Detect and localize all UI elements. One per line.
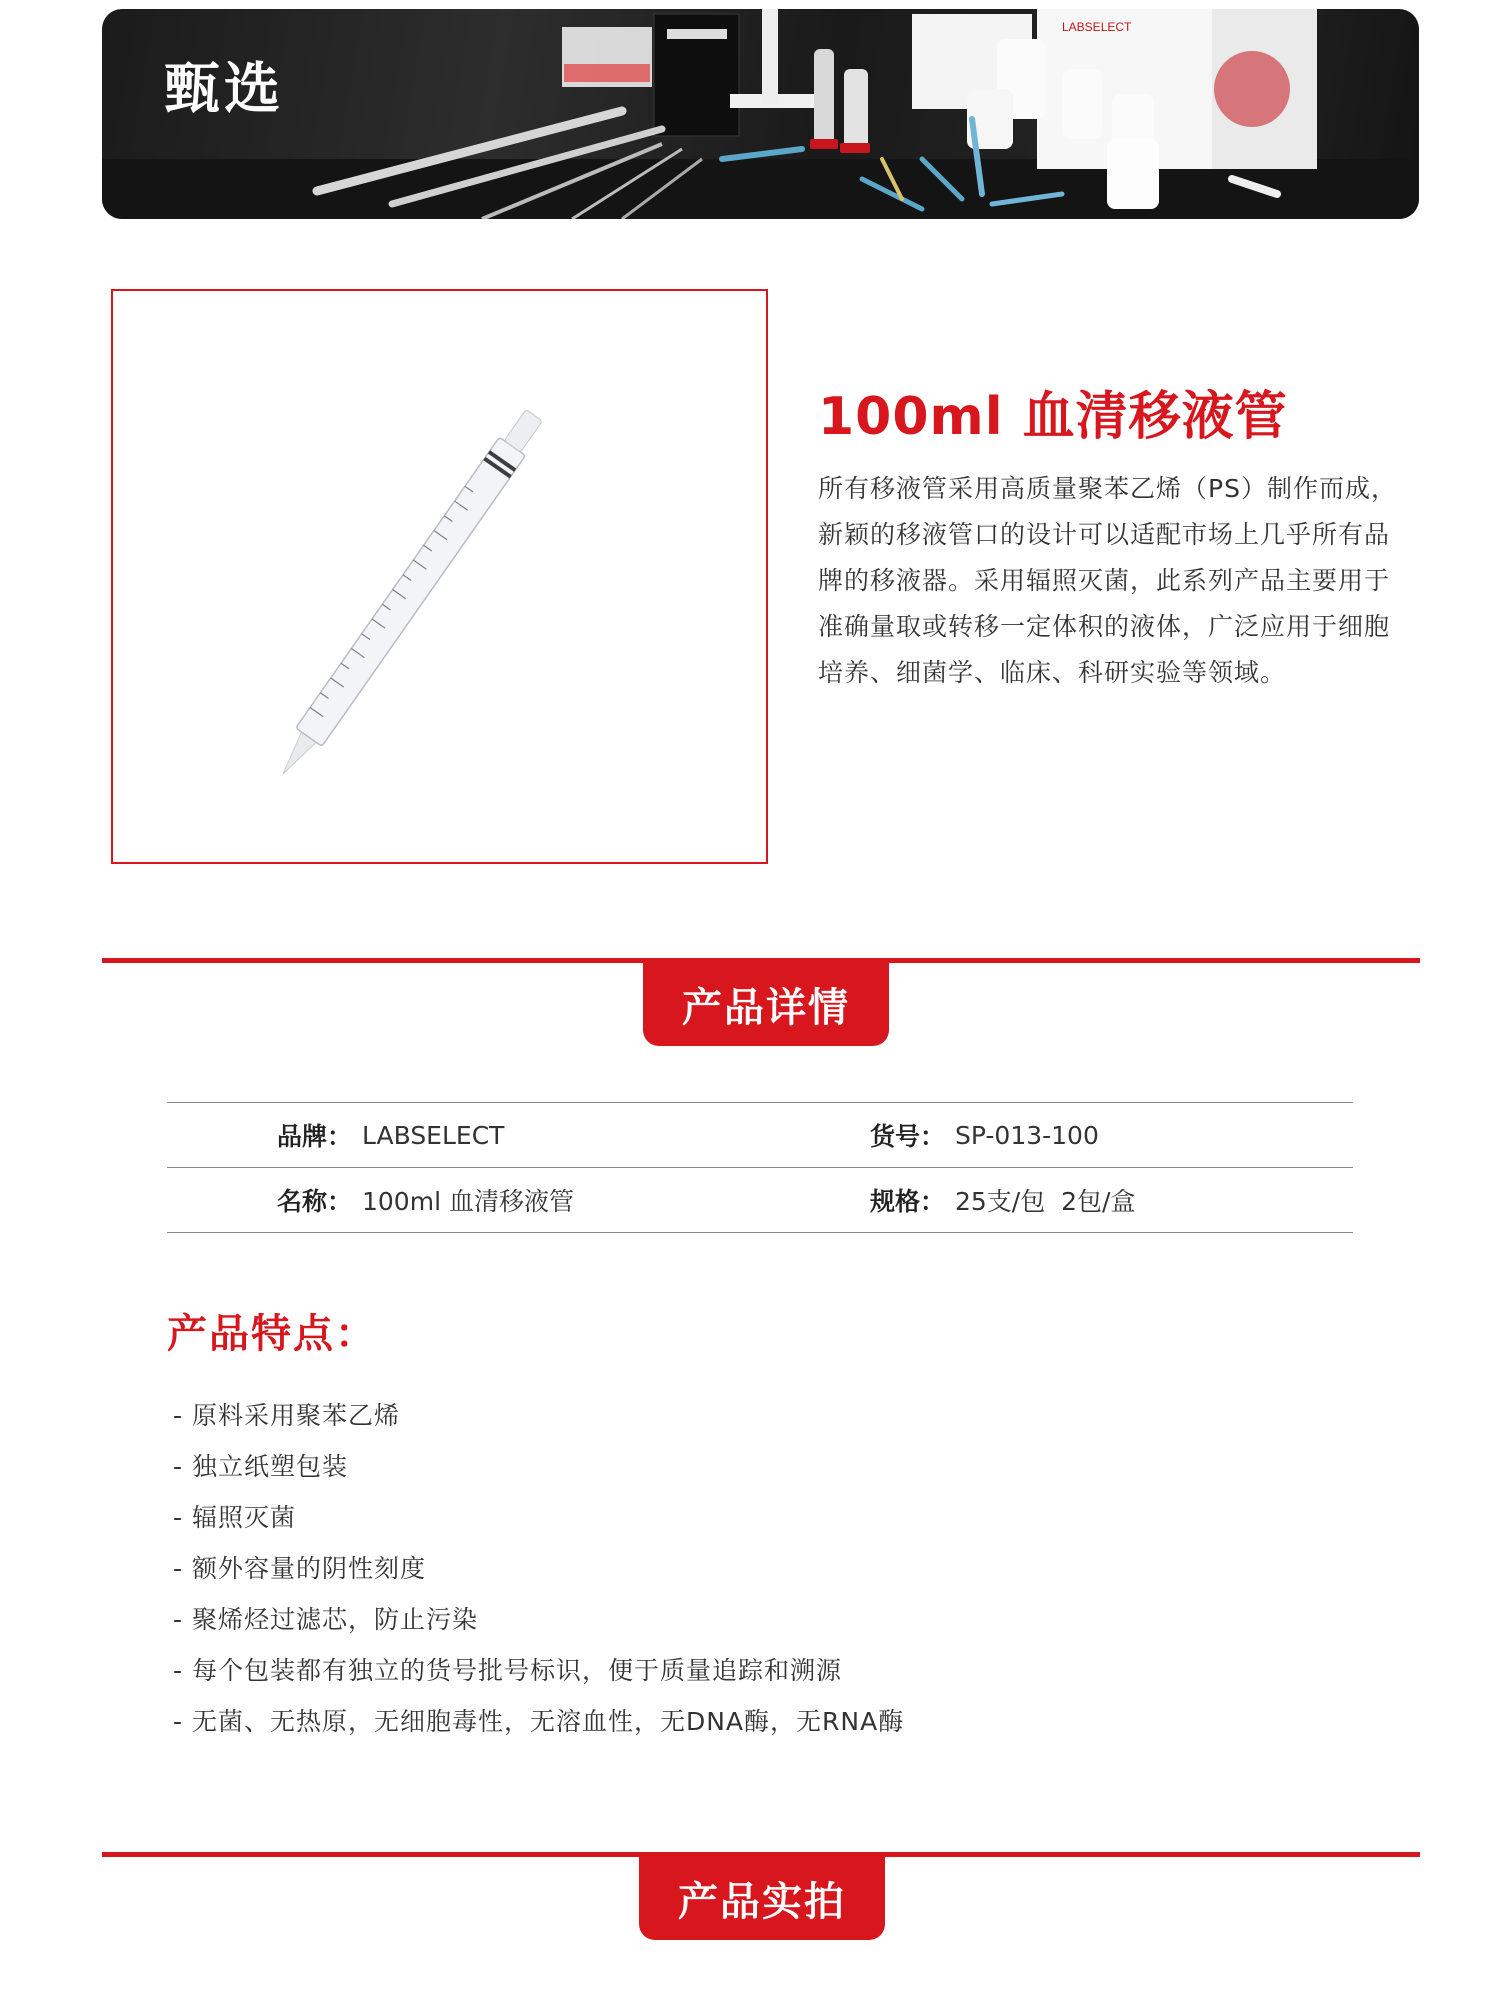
spec-value-sku: SP-013-100 [955,1120,1099,1150]
spec-label-name: 名称： [276,1187,352,1216]
spec-row [167,1167,1353,1233]
feature-item: - 额外容量的阴性刻度 [173,1554,426,1583]
feature-item: - 聚烯烃过滤芯，防止污染 [173,1605,478,1634]
spec-value-spec: 25支/包 2包/盒 [955,1187,1136,1216]
spec-row [167,1102,1353,1167]
feature-item: - 辐照灭菌 [173,1503,296,1532]
spec-value-brand: LABSELECT [362,1120,505,1150]
spec-table [167,1102,1353,1233]
serological-pipette-illustration [113,291,766,862]
section-title-photos: 产品实拍 [639,1856,885,1940]
lab-consumables-photo [102,9,1419,219]
product-image-frame [111,289,768,864]
spec-label-brand: 品牌： [276,1122,352,1151]
header-banner [102,9,1419,219]
feature-item: - 原料采用聚苯乙烯 [173,1401,400,1430]
feature-item: - 无菌、无热原，无细胞毒性，无溶血性，无DNA酶，无RNA酶 [173,1707,905,1736]
features-list [173,1390,904,1747]
spec-label-spec: 规格： [869,1187,945,1216]
section-title-details: 产品详情 [643,962,889,1046]
svg-text:LABSELECT: LABSELECT [1062,20,1132,34]
feature-item: - 独立纸塑包装 [173,1452,348,1481]
spec-label-sku: 货号： [869,1122,945,1151]
spec-value-name: 100ml 血清移液管 [362,1187,574,1216]
brand-logo-text: 甄选 [164,57,284,122]
features-title: 产品特点： [167,1311,377,1357]
product-title: 100ml 血清移液管 [818,387,1288,447]
feature-item: - 每个包装都有独立的货号批号标识，便于质量追踪和溯源 [173,1656,842,1685]
product-description: 所有移液管采用高质量聚苯乙烯（PS）制作而成，新颖的移液管口的设计可以适配市场上几乎所有品牌的移液器。采用辐照灭菌，此系列产品主要用于准确量取或转移一定体积的液体，广泛应用于细胞培养、细菌学、临床、科研实验等领域。 [818,474,1397,687]
